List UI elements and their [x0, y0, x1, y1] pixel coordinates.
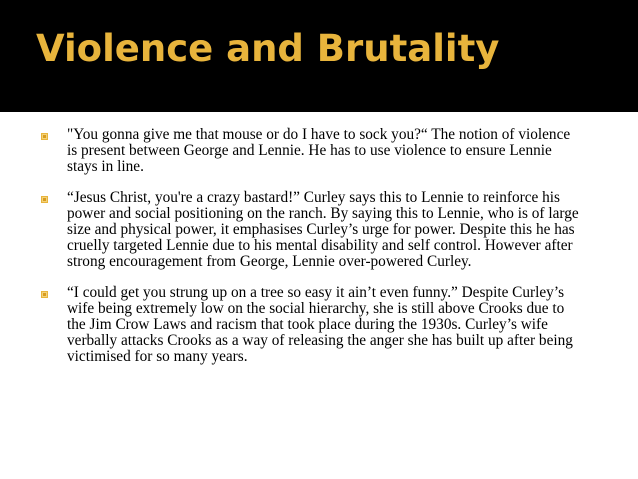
bullet-list — [36, 127, 584, 380]
bullet-item — [36, 127, 584, 176]
square-bullet-icon — [41, 133, 48, 140]
slide-title: Violence and Brutality — [36, 27, 500, 70]
bullet-text: “I could get you strung up on a tree so easy it ain’t even funny.” Despite Curley’s wife being extremely low on the social hierarchy, she is still above Crooks due to the Jim Crow Laws and racism that took place during the 1930s. Curley’s wife verbally attacks Crooks as a way of releasing the anger she has built up after being victimised for so many years. — [67, 283, 573, 366]
bullet-item — [36, 190, 584, 271]
title-bar — [0, 0, 638, 112]
bullet-text: “Jesus Christ, you're a crazy bastard!” Curley says this to Lennie to reinforce his power and social positioning on the ranch. By saying this to Lennie, who is of large size and physical power, it emphasises Curley’s urge for power. Despite this he has cruelly targeted Lennie due to his mental disability and self control. However after strong encouragement from George, Lennie over-powered Curley. — [67, 188, 579, 271]
square-bullet-icon — [41, 291, 48, 298]
square-bullet-icon — [41, 196, 48, 203]
bullet-item — [36, 285, 584, 366]
bullet-text: "You gonna give me that mouse or do I have to sock you?“ The notion of violence is present between George and Lennie. He has to use violence to ensure Lennie stays in line. — [67, 126, 571, 176]
